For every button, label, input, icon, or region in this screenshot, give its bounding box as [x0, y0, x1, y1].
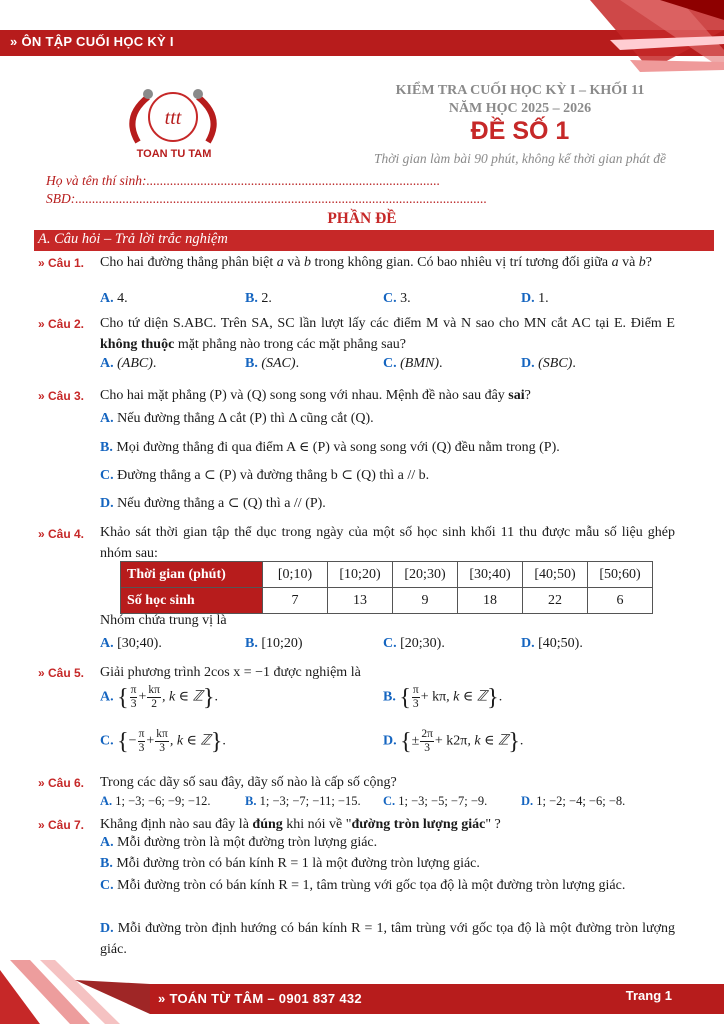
option-a[interactable]: A. 1; −3; −6; −9; −12. — [100, 794, 211, 808]
table-cell: [50;60) — [588, 562, 653, 588]
exam-title: ĐỀ SỐ 1 — [470, 117, 570, 145]
option-c[interactable]: C. (BMN). — [383, 356, 443, 371]
exam-time-note: Thời gian làm bài 90 phút, không kể thời gian phát đề — [374, 151, 666, 166]
option-d[interactable]: D. (SBC). — [521, 356, 576, 371]
question-label: » Câu 7. — [38, 818, 85, 832]
exam-header-line2: NĂM HỌC 2025 – 2026 — [448, 101, 592, 116]
options-row — [100, 291, 675, 313]
footer-contact: » TOÁN TỪ TÂM – 0901 837 432 — [158, 991, 362, 1006]
subsection-header: A. Câu hỏi – Trả lời trắc nghiệm — [34, 230, 714, 251]
option-a[interactable]: A. Mỗi đường tròn là một đường tròn lượng giác. — [100, 835, 378, 850]
option-b[interactable]: B. 1; −3; −7; −11; −15. — [245, 794, 361, 808]
top-banner-text: » ÔN TẬP CUỐI HỌC KỲ I — [10, 34, 174, 49]
table-row — [121, 588, 653, 614]
option-c[interactable]: C. 3. — [383, 291, 411, 306]
option-b[interactable]: B. [10;20) — [245, 636, 303, 651]
options-row — [100, 356, 675, 378]
table-cell: [10;20) — [328, 562, 393, 588]
option-b[interactable]: B. Mỗi đường tròn có bán kính R = 1 là một đường tròn lượng giác. — [100, 856, 480, 871]
logo-text: TOAN TU TAM — [136, 148, 212, 160]
option-b[interactable]: B. (SAC). — [245, 356, 300, 371]
footer-bar — [150, 984, 724, 1014]
logo-monogram: ttt — [164, 107, 182, 129]
question-label: » Câu 3. — [38, 389, 85, 403]
question-label: » Câu 1. — [38, 256, 85, 270]
option-a[interactable]: A. [30;40). — [100, 636, 162, 651]
table-row — [121, 562, 653, 588]
student-name-field: Họ và tên thí sinh:....................................................................................... — [46, 173, 441, 188]
table-cell: 22 — [523, 588, 588, 614]
section-title: PHẦN ĐỀ — [327, 210, 397, 227]
question-label: » Câu 6. — [38, 776, 85, 790]
question-text: Cho hai đường thẳng phân biệt a và b trong không gian. Có bao nhiêu vị trí tương đối giữa a và b? — [100, 255, 653, 270]
bottom-stripes-decoration — [0, 960, 150, 1024]
table-cell: 6 — [588, 588, 653, 614]
question-label: » Câu 5. — [38, 666, 85, 680]
student-sbd-field: SBD:.......................................................................................................................... — [46, 191, 487, 206]
data-table — [120, 561, 653, 614]
corner-stripes-decoration — [560, 0, 724, 90]
option-c[interactable]: C. 1; −3; −5; −7; −9. — [383, 794, 488, 808]
option-c[interactable]: C. Mỗi đường tròn có bán kính R = 1, tâm trùng với gốc tọa độ là một đường tròn lượng giác. — [100, 878, 626, 893]
option-d[interactable]: D. 1. — [521, 291, 549, 306]
table-cell: [20;30) — [393, 562, 458, 588]
option-c[interactable]: C. Đường thẳng a ⊂ (P) và đường thẳng b ⊂ (Q) thì a // b. — [100, 468, 430, 483]
option-a[interactable]: A. Nếu đường thẳng Δ cắt (P) thì Δ cũng cắt (Q). — [100, 411, 374, 426]
page-number: Trang 1 — [625, 988, 672, 1003]
question-text: Khẳng định nào sau đây là đúng khi nói về "đường tròn lượng giác" ? — [100, 817, 501, 832]
option-a[interactable]: A. { $\frac{\pi}{3}$ + $\frac{k\pi}{2}$ , k ∈ ℤ}. — [100, 684, 218, 711]
option-c[interactable]: C. [20;30). — [383, 636, 445, 651]
table-cell: [0;10) — [263, 562, 328, 588]
question-label: » Câu 2. — [38, 317, 85, 331]
table-cell: 9 — [393, 588, 458, 614]
option-a[interactable]: A. 4. — [100, 291, 128, 306]
question-text: Cho hai mặt phẳng (P) và (Q) song song với nhau. Mệnh đề nào sau đây sai? — [100, 388, 531, 403]
question-text: Nhóm chứa trung vị là — [100, 613, 227, 628]
option-d[interactable]: D. 1; −2; −4; −6; −8. — [521, 794, 626, 808]
table-header-cell: Thời gian (phút) — [121, 562, 263, 588]
table-cell: 7 — [263, 588, 328, 614]
table-header-cell: Số học sinh — [121, 588, 263, 614]
options-row — [100, 636, 675, 658]
option-d[interactable]: D. Nếu đường thẳng a ⊂ (Q) thì a // (P). — [100, 496, 326, 511]
question-text: Cho tứ diện S.ABC. Trên SA, SC lần lượt lấy các điểm M và N sao cho MN cắt AC tại E. Điểm E không thuộc mặt phẳng nào trong các mặt phẳng sau? — [100, 316, 675, 352]
table-cell: 18 — [458, 588, 523, 614]
question-text: Giải phương trình 2cos x = −1 được nghiệm là — [100, 665, 361, 680]
option-a[interactable]: A. (ABC). — [100, 356, 157, 371]
option-b[interactable]: B. 2. — [245, 291, 272, 306]
option-c[interactable]: C. {− $\frac{\pi}{3}$ + $\frac{k\pi}{3}$ , k ∈ ℤ}. — [100, 728, 226, 755]
option-b[interactable]: B. { $\frac{\pi}{3}$ + kπ, k ∈ ℤ}. — [383, 684, 503, 711]
table-cell: 13 — [328, 588, 393, 614]
options-row — [100, 794, 675, 816]
table-cell: [30;40) — [458, 562, 523, 588]
option-b[interactable]: B. Mọi đường thẳng đi qua điểm A ∈ (P) và song song với (Q) đều nằm trong (P). — [100, 440, 560, 455]
question-label: » Câu 4. — [38, 527, 85, 541]
question-text: Trong các dãy số sau đây, dãy số nào là cấp số cộng? — [100, 775, 397, 790]
exam-header-line1: KIỂM TRA CUỐI HỌC KỲ I – KHỐI 11 — [395, 83, 645, 98]
question-text: Khảo sát thời gian tập thể dục trong ngày của một số học sinh khối 11 thu được mẫu số liệu ghép nhóm sau: — [100, 525, 675, 561]
option-d[interactable]: D. Mỗi đường tròn định hướng có bán kính R = 1, tâm trùng với gốc tọa độ là một đường tròn lượng giác. — [100, 921, 676, 957]
option-d[interactable]: D. [40;50). — [521, 636, 583, 651]
option-d[interactable]: D. {± $\frac{2\pi}{3}$ + k2π, k ∈ ℤ}. — [383, 728, 524, 755]
table-cell: [40;50) — [523, 562, 588, 588]
